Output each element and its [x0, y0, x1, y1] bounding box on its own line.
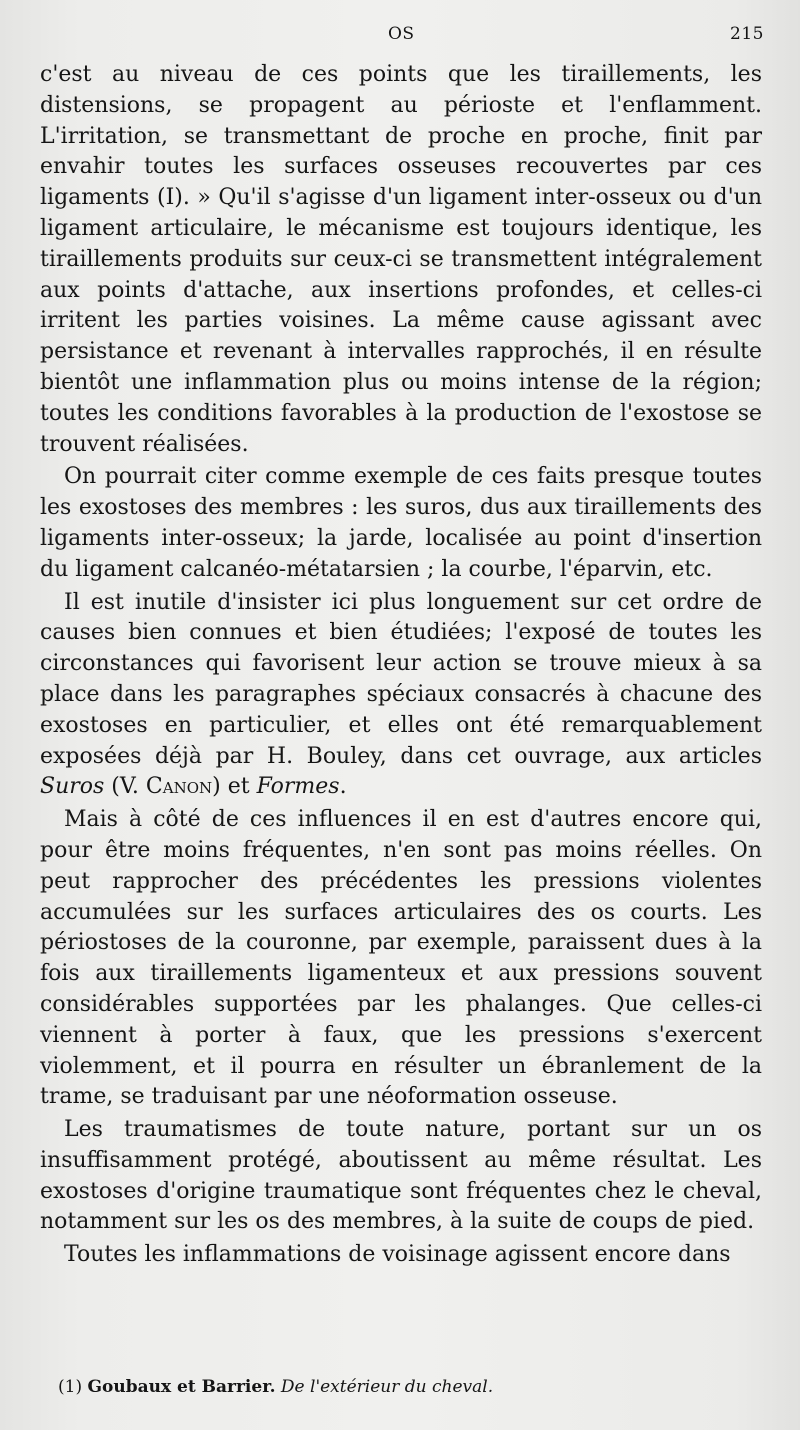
reference-formes: Formes	[256, 774, 340, 800]
page-number: 215	[730, 24, 764, 44]
paragraph-3-text-mid2: ) et	[212, 774, 257, 800]
paragraph-2: On pourrait citer comme exemple de ces faits presque toutes les exostoses des membres : les suros, dus aux tiraillements des ligaments inter-osseux; la jarde, localisée au point d'insertion du ligament calcanéo-métatarsien ; la courbe, l'éparvin, etc.	[40, 464, 762, 582]
paragraph-4: Mais à côté de ces influences il en est d'autres encore qui, pour être moins fréquentes, n'en sont pas moins réelles. On peut rapprocher des précédentes les pressions violentes accumulées sur les surfaces articulaires des os courts. Les périostoses de la couronne, par exemple, paraissent dues à la fois aux tiraillements ligamenteux et aux pressions souvent considérables supportées par les phalanges. Que celles-ci viennent à porter à faux, que les pressions s'exercent violemment, et il pourra en résulter un ébranlement de la trame, se traduisant par une néoformation osseuse.	[40, 807, 762, 1110]
footnote	[58, 1376, 758, 1398]
body-text	[40, 60, 762, 1271]
paragraph-1: c'est au niveau de ces points que les tiraillements, les distensions, se propagent au périoste et l'enflamment. L'irritation, se transmettant de proche en proche, finit par envahir toutes les surfaces osseuses recouvertes par ces ligaments (I). » Qu'il s'agisse d'un ligament inter-osseux ou d'un ligament articulaire, le mécanisme est toujours identique, les tiraillements produits sur ceux-ci se transmettent intégralement aux points d'attache, aux insertions profondes, et celles-ci irritent les parties voisines. La même cause agissant avec persistance et revenant à intervalles rapprochés, il en résulte bientôt une inflammation plus ou moins intense de la région; toutes les conditions favorables à la production de l'exostose se trouvent réalisées.	[40, 62, 762, 457]
footnote-work: De l'extérieur du cheval.	[280, 1377, 494, 1397]
paragraph-5: Les traumatismes de toute nature, portant sur un os insuffisamment protégé, aboutissent au même résultat. Les exostoses d'origine traumatique sont fréquentes chez le cheval, notamment sur les os des membres, à la suite de coups de pied.	[40, 1117, 762, 1235]
paragraph-3-text-before: Il est inutile d'insister ici plus longuement sur cet ordre de causes bien connues et bien étudiées; l'exposé de toutes les circonstances qui favorisent leur action se trouve mieux à sa place dans les paragraphes spéciaux consacrés à chacune des exostoses en particulier, et elles ont été remarquablement exposées déjà par H. Bouley, dans cet ouvrage, aux articles	[40, 589, 762, 769]
running-head	[40, 24, 764, 48]
footnote-authors: Goubaux et Barrier.	[87, 1377, 276, 1397]
paragraph-3	[40, 588, 762, 804]
reference-canon: Canon	[145, 774, 213, 800]
paragraph-3-text-after: .	[339, 774, 347, 800]
reference-suros: Suros	[40, 774, 105, 800]
paragraph-3-text-mid: (V.	[104, 774, 146, 800]
running-title: OS	[388, 24, 415, 44]
paragraph-6: Toutes les inflammations de voisinage agissent encore dans	[64, 1242, 731, 1268]
footnote-marker: (1)	[58, 1377, 83, 1397]
